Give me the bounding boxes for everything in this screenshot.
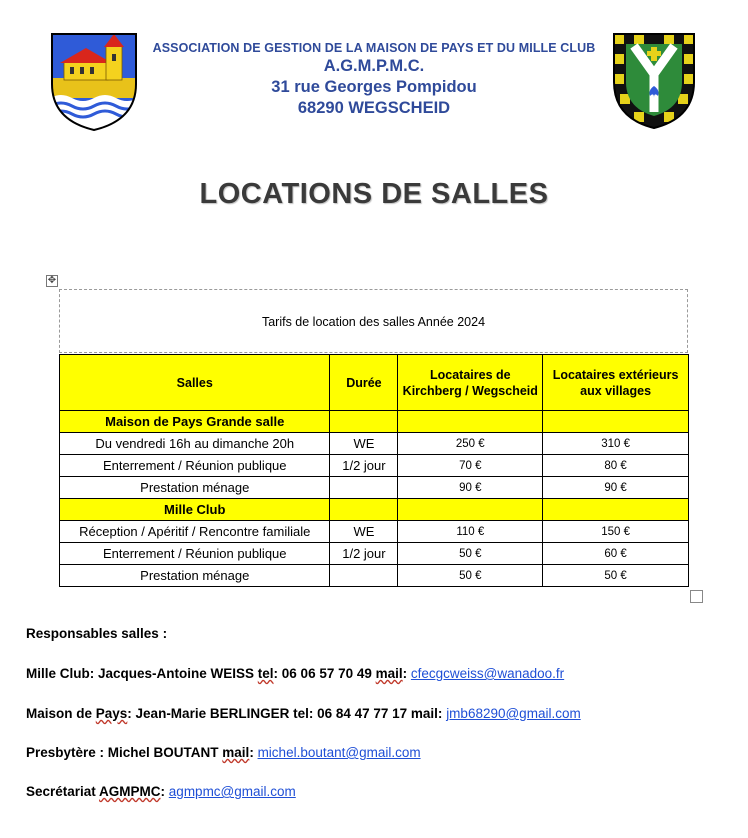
- separator: :: [160, 784, 169, 799]
- ext-price-cell: 80 €: [543, 455, 689, 477]
- table-header-row: [60, 355, 689, 411]
- section-name: Maison de Pays Grande salle: [60, 411, 330, 433]
- salle-cell: Du vendredi 16h au dimanche 20h: [60, 433, 330, 455]
- contact-secretariat: [26, 784, 296, 799]
- church-crest-icon: [50, 32, 138, 132]
- section-row: [60, 499, 689, 521]
- mail-label: mail: [375, 666, 403, 681]
- table-row: [60, 477, 689, 499]
- email-link[interactable]: agmpmc@gmail.com: [168, 784, 296, 799]
- contact-name: Presbytère : Michel BOUTANT: [26, 745, 223, 760]
- ext-price-cell: 60 €: [543, 543, 689, 565]
- contacts-heading: Responsables salles :: [26, 626, 168, 641]
- contact-details: : Jean-Marie BERLINGER tel: 06 84 47 77 17 mail:: [127, 706, 447, 721]
- ext-price-cell: 310 €: [543, 433, 689, 455]
- table-move-handle-icon[interactable]: ✥: [47, 275, 57, 286]
- column-header-ext: Locataires extérieurs aux villages: [543, 355, 689, 411]
- table-resize-handle[interactable]: [690, 590, 703, 603]
- salle-cell: Prestation ménage: [60, 565, 330, 587]
- org-name: AGMPMC: [99, 784, 161, 799]
- table-caption: Tarifs de location des salles Année 2024: [261, 315, 486, 329]
- table-row: [60, 521, 689, 543]
- contact-mille-club: [26, 666, 564, 681]
- contact-label: Secrétariat: [26, 784, 100, 799]
- table-row: [60, 455, 689, 477]
- duree-cell: WE: [330, 521, 398, 543]
- salle-cell: Enterrement / Réunion publique: [60, 543, 330, 565]
- column-header-salles: Salles: [60, 355, 330, 411]
- mail-label: mail: [222, 745, 250, 760]
- association-name: ASSOCIATION DE GESTION DE LA MAISON DE PAYS ET DU MILLE CLUB: [152, 41, 596, 55]
- association-city: 68290 WEGSCHEID: [297, 99, 451, 117]
- local-price-cell: 50 €: [398, 543, 543, 565]
- contact-label: Maison de: [26, 706, 96, 721]
- village-crest-icon: [612, 32, 696, 130]
- table-row: [60, 543, 689, 565]
- duree-cell: 1/2 jour: [330, 455, 398, 477]
- rates-table: [59, 354, 689, 587]
- salle-cell: Prestation ménage: [60, 477, 330, 499]
- section-name: Mille Club: [60, 499, 330, 521]
- ext-price-cell: 50 €: [543, 565, 689, 587]
- contact-name: Mille Club: Jacques-Antoine WEISS: [26, 666, 258, 681]
- salle-cell: Réception / Apéritif / Rencontre familiale: [60, 521, 330, 543]
- column-header-local: Locataires de Kirchberg / Wegscheid: [398, 355, 543, 411]
- duree-cell: [330, 565, 398, 587]
- local-price-cell: 90 €: [398, 477, 543, 499]
- column-header-duree: Durée: [330, 355, 398, 411]
- separator: :: [402, 666, 411, 681]
- table-row: [60, 433, 689, 455]
- association-street: 31 rue Georges Pompidou: [271, 78, 477, 96]
- email-link[interactable]: jmb68290@gmail.com: [446, 706, 581, 721]
- local-price-cell: 110 €: [398, 521, 543, 543]
- email-link[interactable]: cfecgcweiss@wanadoo.fr: [410, 666, 565, 681]
- contact-presbytere: [26, 745, 421, 760]
- section-row: [60, 411, 689, 433]
- salle-cell: Enterrement / Réunion publique: [60, 455, 330, 477]
- table-row: [60, 565, 689, 587]
- separator: :: [249, 745, 258, 760]
- local-price-cell: 250 €: [398, 433, 543, 455]
- email-link[interactable]: michel.boutant@gmail.com: [257, 745, 421, 760]
- letterhead: [140, 40, 608, 119]
- ext-price-cell: 90 €: [543, 477, 689, 499]
- association-acronym: A.G.M.P.M.C.: [323, 57, 425, 75]
- ext-price-cell: 150 €: [543, 521, 689, 543]
- duree-cell: [330, 477, 398, 499]
- page-title: LOCATIONS DE SALLES: [199, 178, 549, 210]
- pays-word: Pays: [95, 706, 128, 721]
- tel-label: tel: [257, 666, 274, 681]
- local-price-cell: 70 €: [398, 455, 543, 477]
- contact-maison-de-pays: [26, 706, 581, 721]
- duree-cell: 1/2 jour: [330, 543, 398, 565]
- duree-cell: WE: [330, 433, 398, 455]
- contact-phone: : 06 06 57 70 49: [273, 666, 376, 681]
- local-price-cell: 50 €: [398, 565, 543, 587]
